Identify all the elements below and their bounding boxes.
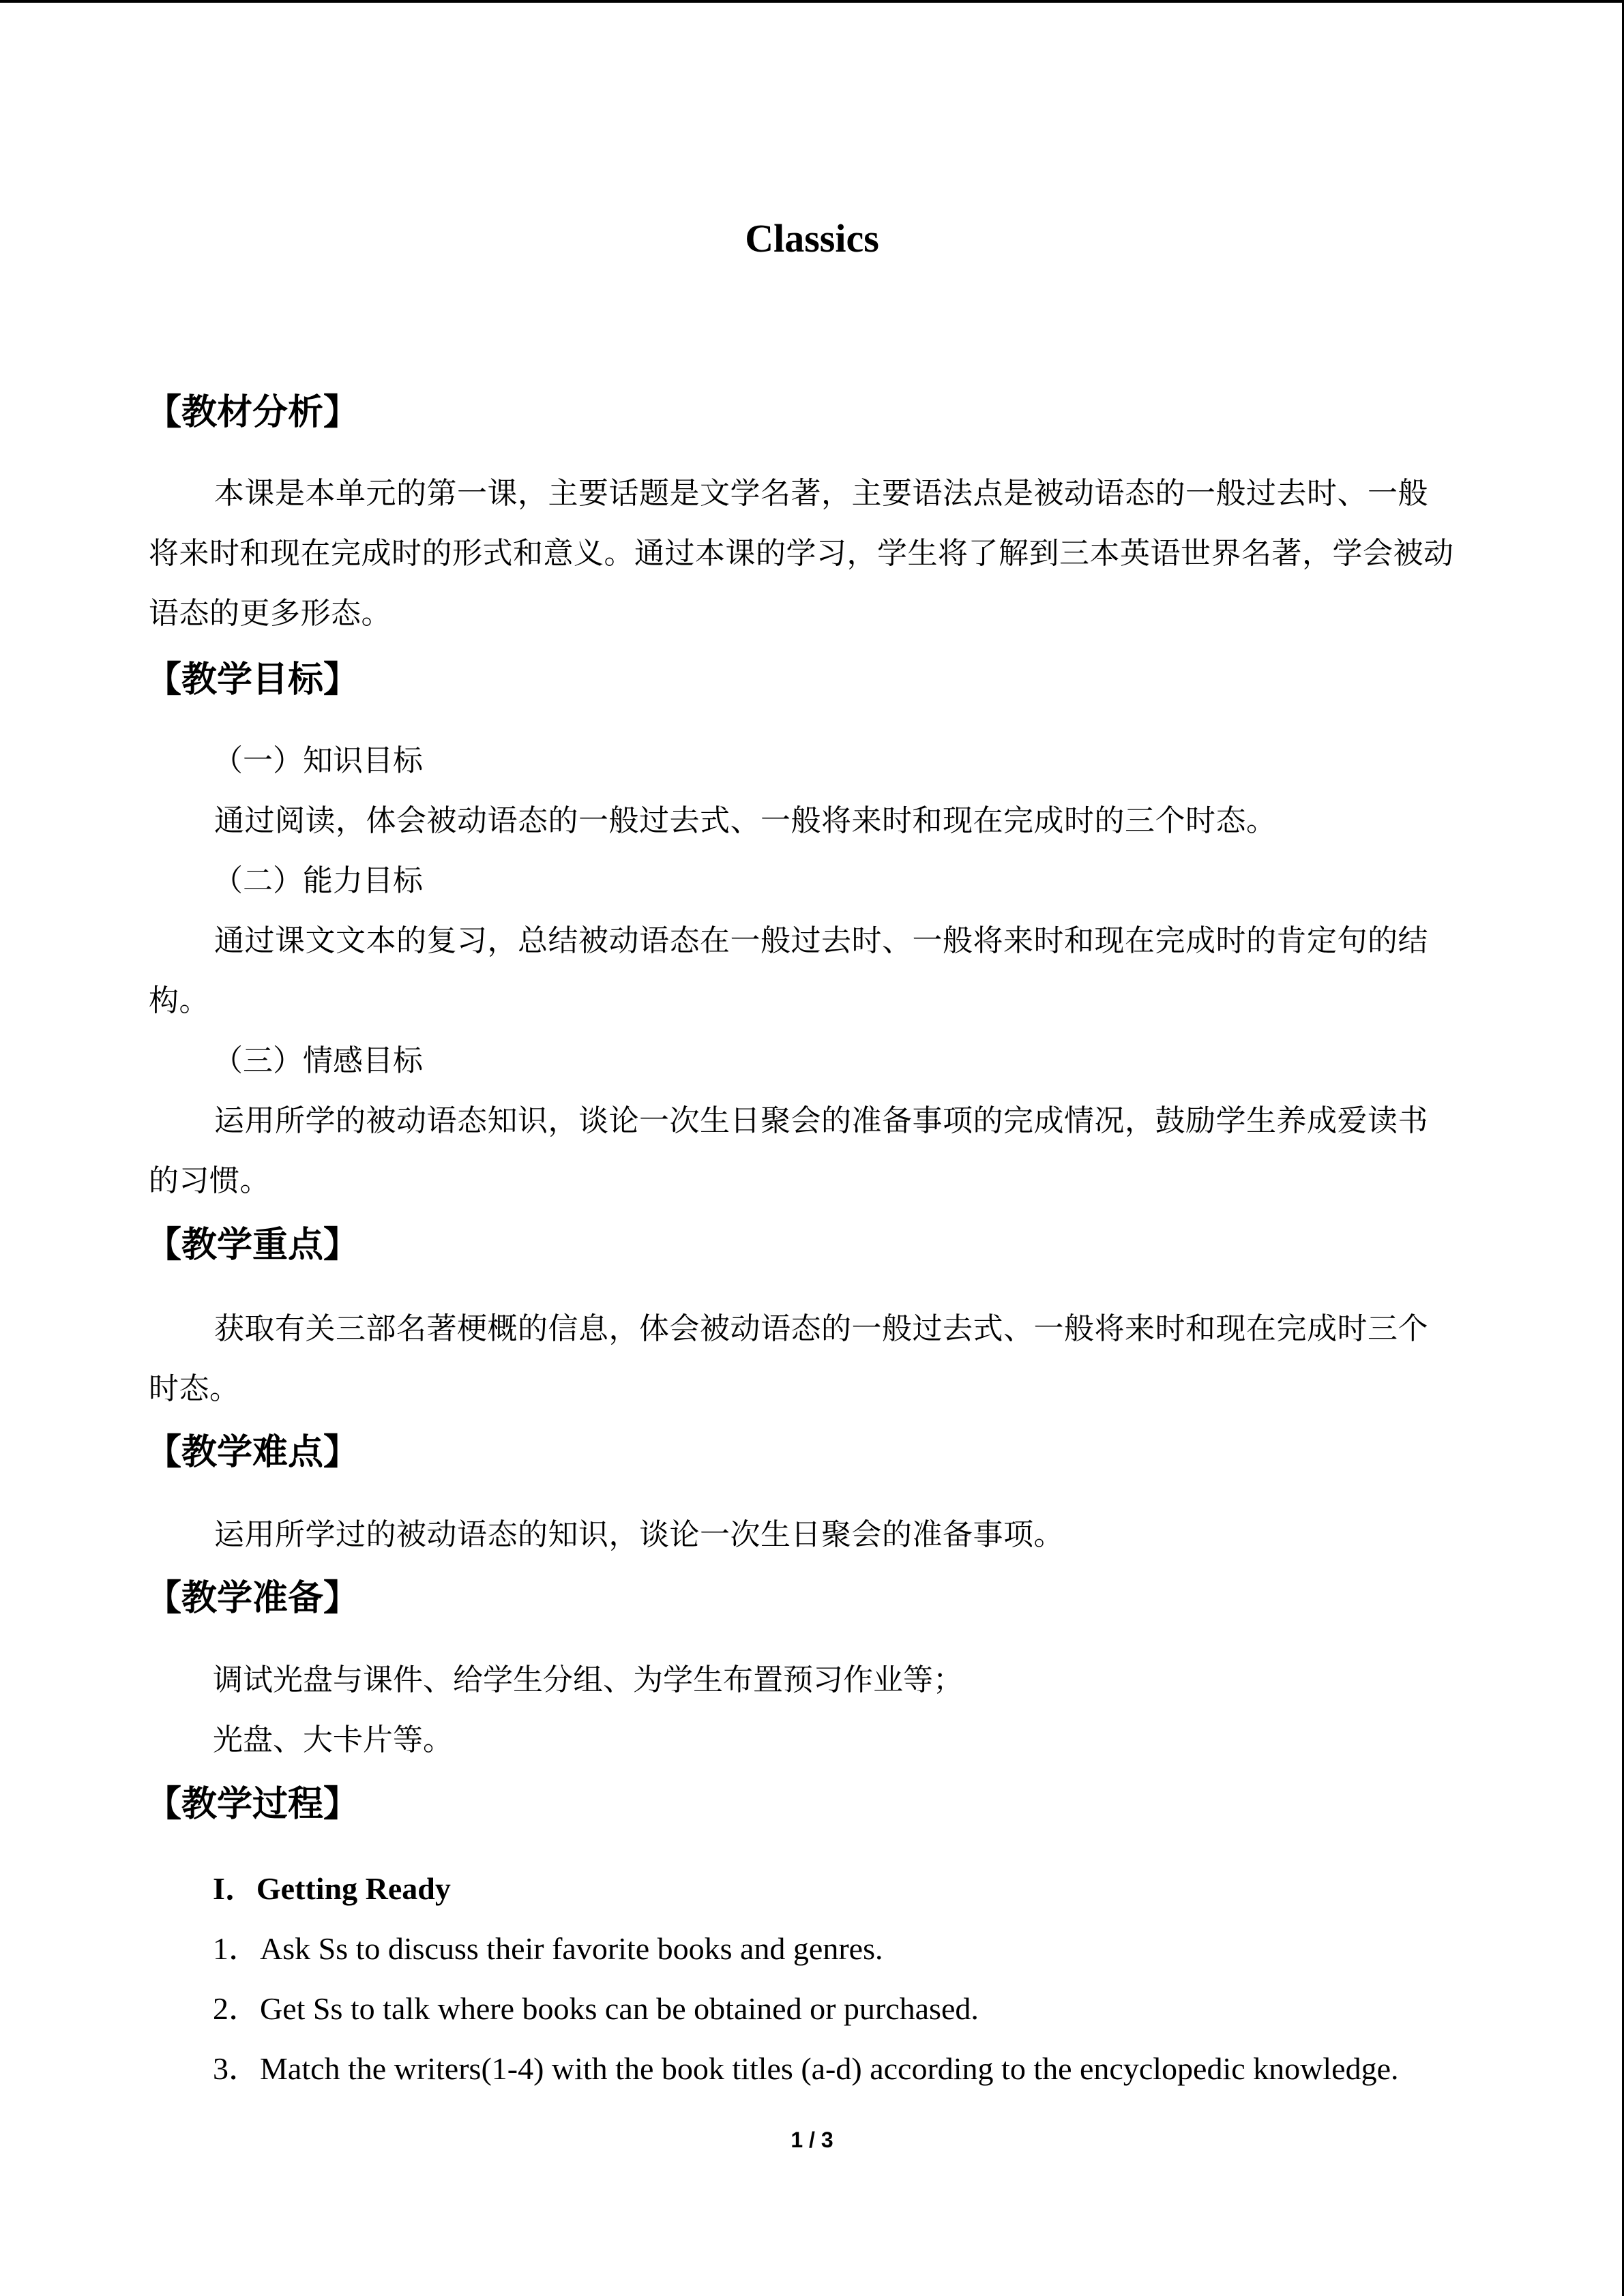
heading-process: 【教学过程】 — [146, 1784, 359, 1825]
ability-objective-label: （二）能力目标 — [213, 863, 423, 898]
preparation-line-1: 调试光盘与课件、给学生分组、为学生布置预习作业等； — [213, 1663, 963, 1697]
process-item-1: 1．Ask Ss to discuss their favorite books and genres. — [213, 1931, 883, 1966]
heading-difficulties: 【教学难点】 — [146, 1432, 359, 1473]
page-top-border — [0, 0, 1624, 3]
preparation-line-2: 光盘、大卡片等。 — [213, 1723, 453, 1757]
emotion-objective-label: （三）情感目标 — [213, 1043, 423, 1078]
heading-objectives: 【教学目标】 — [146, 659, 359, 700]
ability-objective-text: 通过课文文本的复习，总结被动语态在一般过去时、一般将来时和现在完成时的肯定句的结构。 — [149, 923, 1428, 1018]
analysis-paragraph: 本课是本单元的第一课，主要话题是文学名著，主要语法点是被动语态的一般过去时、一般将来时和现在完成时的形式和意义。通过本课的学习，学生将了解到三本英语世界名著，学会被动语态的更多形态。 — [149, 476, 1454, 631]
key-points-text: 获取有关三部名著梗概的信息，体会被动语态的一般过去式、一般将来时和现在完成时三个时态。 — [149, 1311, 1428, 1406]
heading-key-points: 【教学重点】 — [146, 1225, 359, 1266]
page-number: 1 / 3 — [791, 2128, 833, 2152]
knowledge-objective-text: 通过阅读，体会被动语态的一般过去式、一般将来时和现在完成时的三个时态。 — [214, 803, 1277, 838]
heading-analysis: 【教材分析】 — [146, 392, 359, 433]
document-title: Classics — [745, 216, 879, 260]
emotion-objective-text: 运用所学的被动语态知识，谈论一次生日聚会的准备事项的完成情况，鼓励学生养成爱读书的习惯。 — [149, 1103, 1428, 1198]
process-item-3: 3．Match the writers(1-4) with the book titles (a-d) according to the encyclopedic knowledge. — [213, 2051, 1399, 2086]
knowledge-objective-label: （一）知识目标 — [213, 743, 423, 778]
heading-preparation: 【教学准备】 — [146, 1578, 359, 1619]
difficulties-text: 运用所学过的被动语态的知识，谈论一次生日聚会的准备事项。 — [214, 1517, 1064, 1552]
process-part-1-title: I．Getting Ready — [213, 1871, 451, 1906]
process-item-2: 2．Get Ss to talk where books can be obtained or purchased. — [213, 1991, 979, 2026]
